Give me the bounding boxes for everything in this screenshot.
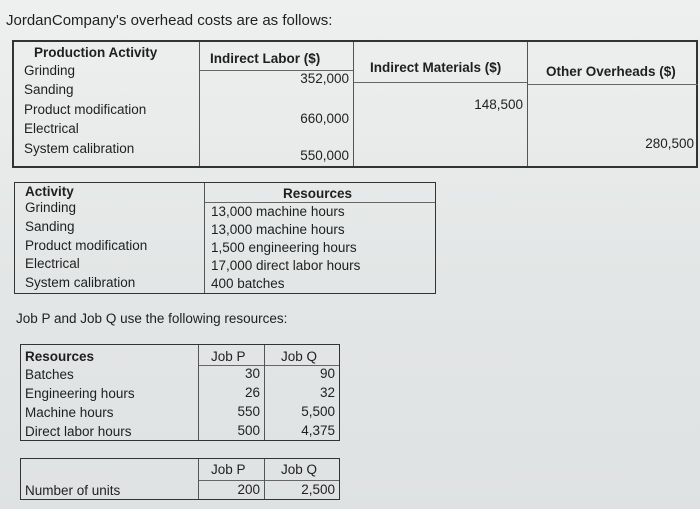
activity-column bbox=[15, 183, 205, 293]
header-job-q: Job Q bbox=[281, 462, 318, 477]
activity-system-calibration: System calibration bbox=[24, 141, 135, 156]
units-table bbox=[20, 458, 340, 500]
indirect-labor-value: 550,000 bbox=[300, 148, 349, 163]
activity-system-calibration: System calibration bbox=[25, 275, 136, 290]
activity-column bbox=[14, 42, 200, 166]
job-q-value: 32 bbox=[319, 385, 335, 400]
job-p-value: 26 bbox=[244, 385, 260, 400]
divider bbox=[205, 202, 435, 203]
activity-product-modification: Product modification bbox=[24, 102, 147, 117]
page-title: JordanCompany's overhead costs are as follows: bbox=[6, 12, 333, 29]
jobs-intro-text: Job P and Job Q use the following resources: bbox=[16, 311, 288, 326]
job-p-units: 200 bbox=[237, 482, 260, 497]
overhead-costs-table bbox=[12, 40, 698, 168]
job-q-value: 5,500 bbox=[301, 404, 335, 419]
header-job-p: Job P bbox=[211, 349, 246, 364]
header-other-overheads: Other Overheads ($) bbox=[546, 64, 676, 79]
resource-value: 13,000 machine hours bbox=[211, 222, 345, 237]
activity-resources-table bbox=[14, 182, 436, 294]
indirect-materials-column bbox=[354, 42, 528, 166]
divider bbox=[199, 480, 264, 481]
header-resources: Resources bbox=[283, 186, 353, 201]
indirect-materials-value: 148,500 bbox=[474, 97, 523, 112]
activity-grinding: Grinding bbox=[25, 200, 77, 215]
row-label: Batches bbox=[25, 367, 74, 382]
activity-electrical: Electrical bbox=[25, 256, 80, 271]
header-indirect-materials: Indirect Materials ($) bbox=[370, 60, 502, 75]
job-p-value: 550 bbox=[237, 404, 260, 419]
job-q-value: 90 bbox=[319, 366, 335, 381]
activity-product-modification: Product modification bbox=[25, 238, 148, 253]
activity-grinding: Grinding bbox=[24, 63, 76, 78]
activity-sanding: Sanding bbox=[25, 219, 75, 234]
header-job-p: Job P bbox=[211, 462, 246, 477]
resource-value: 1,500 engineering hours bbox=[211, 240, 357, 255]
divider bbox=[265, 480, 339, 481]
header-job-q: Job Q bbox=[281, 349, 318, 364]
other-overheads-value: 280,500 bbox=[645, 136, 694, 151]
header-activity: Activity bbox=[25, 184, 74, 199]
resource-value: 17,000 direct labor hours bbox=[211, 258, 361, 273]
header-resources: Resources bbox=[25, 349, 95, 364]
activity-sanding: Sanding bbox=[24, 82, 74, 97]
resources-column bbox=[205, 183, 435, 293]
activity-electrical: Electrical bbox=[24, 121, 79, 136]
job-q-column bbox=[265, 459, 339, 499]
job-p-column bbox=[199, 345, 265, 440]
job-q-units: 2,500 bbox=[301, 482, 335, 497]
divider bbox=[354, 82, 527, 83]
header-indirect-labor: Indirect Labor ($) bbox=[210, 51, 321, 66]
indirect-labor-value: 660,000 bbox=[300, 111, 349, 126]
header-production-activity: Production Activity bbox=[34, 45, 158, 60]
units-label: Number of units bbox=[25, 483, 121, 498]
job-p-value: 500 bbox=[237, 423, 260, 438]
job-q-value: 4,375 bbox=[301, 423, 335, 438]
units-label-column bbox=[21, 459, 199, 499]
resource-value: 13,000 machine hours bbox=[211, 204, 345, 219]
job-p-column bbox=[199, 459, 265, 499]
job-p-value: 30 bbox=[244, 366, 260, 381]
row-label: Machine hours bbox=[25, 405, 114, 420]
job-resources-table bbox=[20, 344, 340, 441]
resource-value: 400 batches bbox=[211, 276, 285, 291]
indirect-labor-column bbox=[200, 42, 354, 166]
row-label: Engineering hours bbox=[25, 386, 135, 401]
job-q-column bbox=[265, 345, 339, 440]
indirect-labor-value: 352,000 bbox=[300, 71, 349, 86]
resource-label-column bbox=[21, 345, 199, 440]
row-label: Direct labor hours bbox=[25, 424, 132, 439]
divider bbox=[528, 84, 698, 85]
other-overheads-column bbox=[528, 42, 698, 166]
